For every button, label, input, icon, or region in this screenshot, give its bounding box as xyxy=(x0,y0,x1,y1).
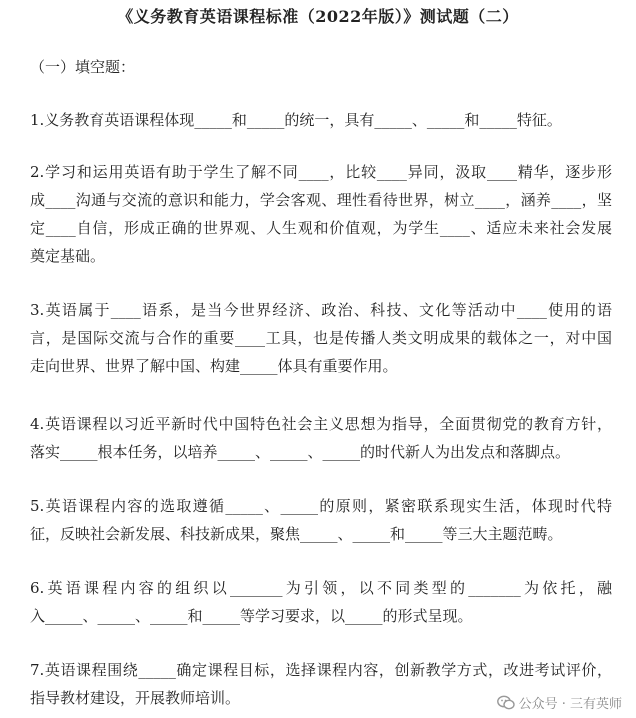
question-line: 3.英语属于____语系，是当今世界经济、政治、科技、文化等活动中____使用的语 xyxy=(30,301,612,319)
question-line: 成____沟通与交流的意识和能力，学会客观、理性看待世界，树立____，涵养____，坚 xyxy=(30,191,612,209)
question-line: 指导教材建设，开展教师培训。 xyxy=(30,689,241,707)
question-line: 4.英语课程以习近平新时代中国特色社会主义思想为指导，全面贯彻党的教育方针， xyxy=(30,415,612,433)
section-heading: （一）填空题： xyxy=(30,58,136,76)
wechat-icon xyxy=(497,695,515,711)
question-line: 入_____、_____、_____和_____等学习要求，以_____的形式呈现。 xyxy=(30,607,473,625)
question-line: 落实_____根本任务，以培养_____、_____、_____的时代新人为出发点和落脚点。 xyxy=(30,443,571,461)
question-line: 定____自信，形成正确的世界观、人生观和价值观，为学生____、适应未来社会发展 xyxy=(30,219,612,237)
question-line: 征，反映社会新发展、科技新成果，聚焦_____、_____和_____等三大主题范畴。 xyxy=(30,525,563,543)
question-3 xyxy=(30,296,612,380)
question-line: 1.义务教育英语课程体现_____和_____的统一，具有_____、_____和_____特征。 xyxy=(30,111,562,129)
question-1 xyxy=(30,106,612,134)
question-line: 6.英语课程内容的组织以_______为引领，以不同类型的_______为依托，融 xyxy=(30,579,612,597)
question-4 xyxy=(30,410,612,466)
question-line: 7.英语课程围绕_____确定课程目标，选择课程内容，创新教学方式，改进考试评价， xyxy=(30,661,612,679)
question-2 xyxy=(30,158,612,270)
question-line: 5.英语课程内容的选取遵循_____、_____的原则，紧密联系现实生活，体现时代特 xyxy=(30,497,612,515)
watermark-text: 公众号 · 三有英师 xyxy=(518,697,622,712)
question-line: 言，是国际交流与合作的重要____工具，也是传播人类文明成果的载体之一，对中国 xyxy=(30,329,612,347)
question-line: 奠定基础。 xyxy=(30,247,106,265)
page-title: 《义务教育英语课程标准（2022年版）》测试题（二） xyxy=(117,7,519,26)
question-line: 2.学习和运用英语有助于学生了解不同____，比较____异同，汲取____精华，逐步形 xyxy=(30,163,612,181)
question-6 xyxy=(30,574,612,630)
watermark xyxy=(497,693,622,712)
question-line: 走向世界、世界了解中国、构建_____体具有重要作用。 xyxy=(30,357,398,375)
question-5 xyxy=(30,492,612,548)
